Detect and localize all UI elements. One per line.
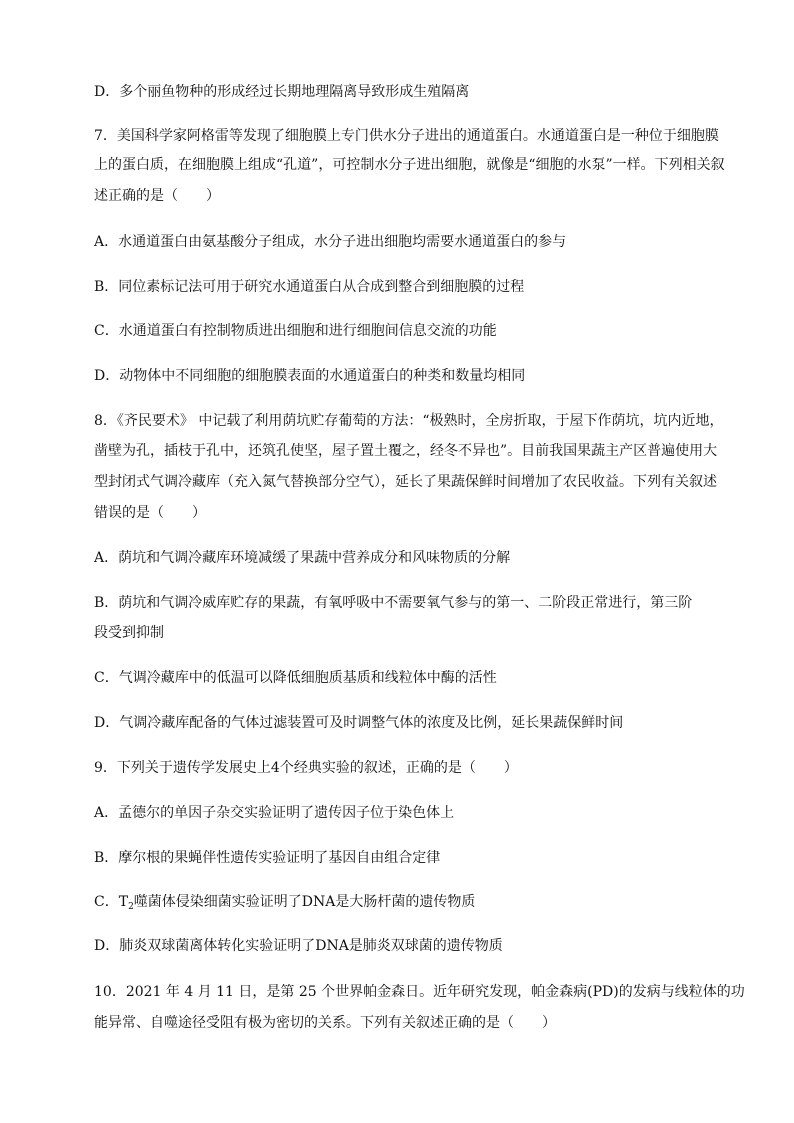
q7-option-d: D．动物体中不同细胞的细胞膜表面的水通道蛋白的种类和数量均相同 [94,368,526,384]
q9-option-c [94,892,475,912]
q10-stem-line-1: 10．2021 年 4 月 11 日，是第 25 个世界帕金森日。近年研究发现，帕金森病(PD)的发病与线粒体的功 [94,984,745,1000]
q9-option-c-subscript: 2 [128,902,134,912]
q8-stem-line-1: 8．《齐民要术》 中记载了利用荫坑贮存葡萄的方法：“极熟时，全房折取，于屋下作荫坑，坑内近地， [94,413,724,429]
q9-option-d: D．肺炎双球菌离体转化实验证明了DNA是肺炎双球菌的遗传物质 [94,938,503,954]
q8-option-b-line-2: 段受到抑制 [94,625,164,641]
q8-stem-line-3: 型封闭式气调冷藏库（充入氮气替换部分空气），延长了果蔬保鲜时间增加了农民收益。下列有关叙述 [94,474,717,490]
prev-option-d: D．多个丽鱼物种的形成经过长期地理隔离导致形成生殖隔离 [94,84,470,100]
q9-option-c-prefix: C．T [94,894,129,910]
q7-option-b: B．同位素标记法可用于研究水通道蛋白从合成到整合到细胞膜的过程 [94,279,525,295]
q9-option-b: B．摩尔根的果蝇伴性遗传实验证明了基因自由组合定律 [94,850,441,866]
q7-option-c: C．水通道蛋白有控制物质进出细胞和进行细胞间信息交流的功能 [94,323,497,339]
q8-option-b-line-1: B．荫坑和气调冷威库贮存的果蔬，有氧呼吸中不需要氧气参与的第一、二阶段正常进行，第三阶 [94,595,693,611]
q8-option-a: A．荫坑和气调冷藏库环境减缓了果蔬中营养成分和风味物质的分解 [94,550,511,566]
q8-stem-line-4: 错误的是（ ） [94,505,206,521]
q8-option-c: C．气调冷藏库中的低温可以降低细胞质基质和线粒体中酶的活性 [94,670,497,686]
q8-option-d: D．气调冷藏库配备的气体过滤装置可及时调整气体的浓度及比例，延长果蔬保鲜时间 [94,715,624,731]
q7-stem-line-2: 上的蛋白质，在细胞膜上组成“孔道”，可控制水分子进出细胞，就像是“细胞的水泵”一样。下列相关叙 [94,157,725,173]
q7-stem-line-3: 述正确的是（ ） [94,188,220,204]
q7-stem-line-1: 7．美国科学家阿格雷等发现了细胞膜上专门供水分子进出的通道蛋白。水通道蛋白是一种位于细胞膜 [94,128,719,144]
q8-stem-line-2: 凿壁为孔，插枝于孔中，还筑孔使坚，屋子置土覆之，经冬不异也”。目前我国果蔬主产区普遍使用大 [94,443,718,459]
q9-option-a: A．孟德尔的单因子杂交实验证明了遗传因子位于染色体上 [94,805,455,821]
q7-option-a: A．水通道蛋白由氨基酸分子组成，水分子进出细胞均需要水通道蛋白的参与 [94,234,567,250]
q10-stem-line-2: 能异常、自噬途径受阻有极为密切的关系。下列有关叙述正确的是（ ） [94,1015,556,1031]
q9-stem: 9．下列关于遗传学发展史上4个经典实验的叙述，正确的是（ ） [94,760,518,776]
q9-option-c-text: 噬菌体侵染细菌实验证明了DNA是大肠杆菌的遗传物质 [133,894,476,910]
